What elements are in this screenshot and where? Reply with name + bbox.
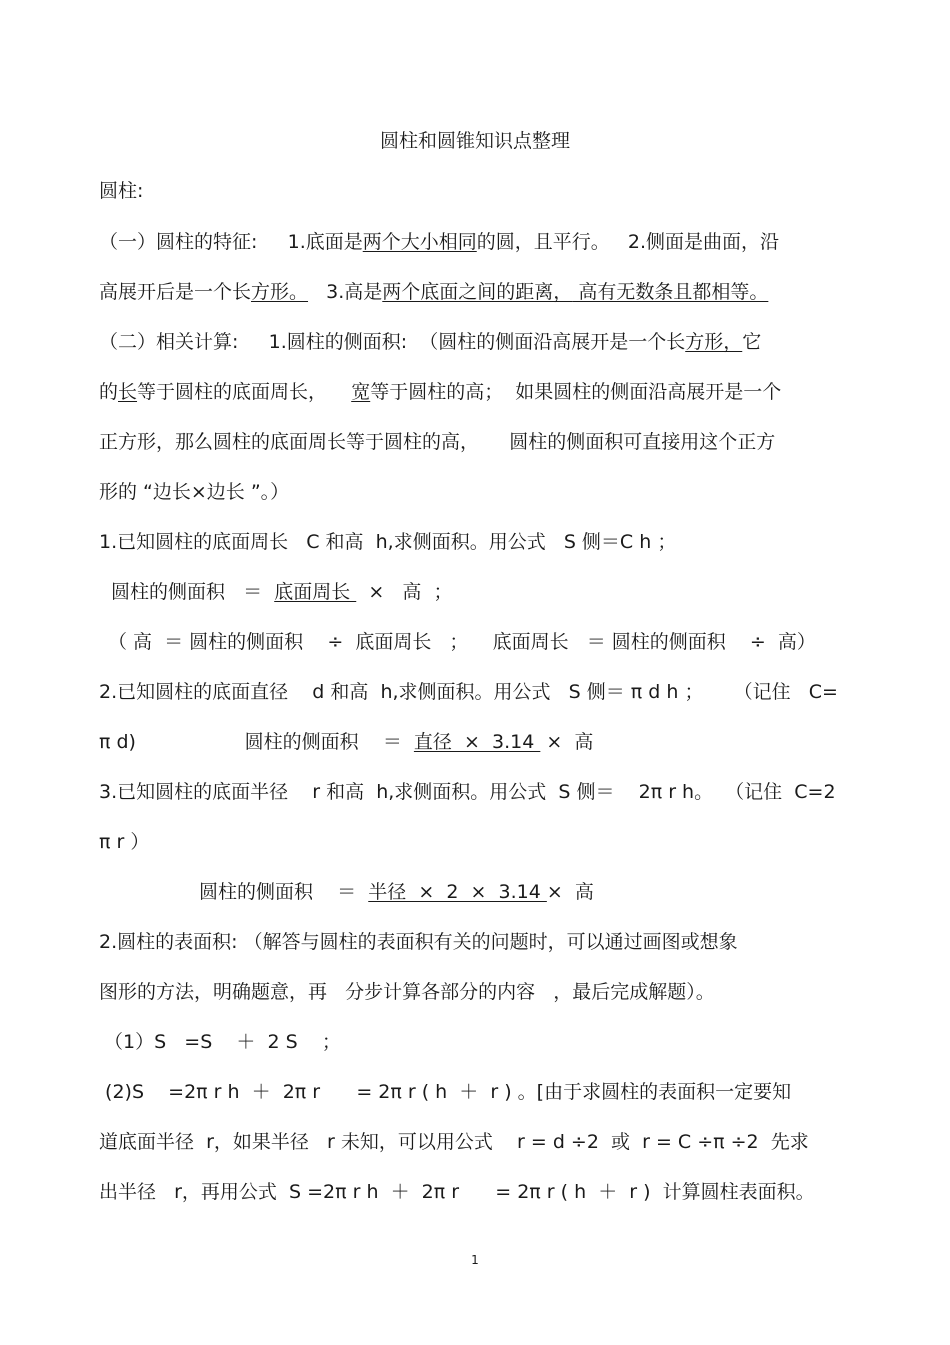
text-line: （一）圆柱的特征: 1.底面是两个大小相同的圆，且平行。 2.侧面是曲面，沿: [99, 231, 779, 253]
formula-line: （ 高 ＝ 圆柱的侧面积 ÷ 底面周长 ； 底面周长 ＝ 圆柱的侧面积 ÷ 高）: [108, 631, 816, 653]
text-line: 3.已知圆柱的底面半径 r 和高 h,求侧面积。用公式 S 侧＝ 2π r h。 （记住 C=2: [99, 781, 836, 803]
section-heading: 圆柱:: [99, 180, 144, 202]
text-line: 2.圆柱的表面积: （解答与圆柱的表面积有关的问题时，可以通过画图或想象: [99, 931, 738, 953]
text-line: 图形的方法，明确题意，再 分步计算各部分的内容 ，最后完成解题）。: [99, 981, 715, 1003]
page-title: 圆柱和圆锥知识点整理: [379, 130, 570, 152]
formula-line: 圆柱的侧面积 ＝ 底面周长 × 高 ；: [111, 581, 453, 603]
text-line: 正方形，那么圆柱的底面周长等于圆柱的高， 圆柱的侧面积可直接用这个正方: [99, 431, 776, 453]
formula-line: π d) 圆柱的侧面积 ＝ 直径 × 3.14 × 高: [99, 731, 594, 753]
text-line: 2.已知圆柱的底面直径 d 和高 h,求侧面积。用公式 S 侧＝ π d h ； （记住 C=: [99, 681, 838, 703]
text-line: 高展开后是一个长方形。 3.高是两个底面之间的距离， 高有无数条且都相等。: [99, 281, 769, 303]
text-line: 出半径 r，再用公式 S =2π r h ＋ 2π r = 2π r ( h ＋ r ) 计算圆柱表面积。: [99, 1181, 815, 1203]
formula-line: (2)S =2π r h ＋ 2π r = 2π r ( h ＋ r ) 。[由于求圆柱的表面积一定要知: [99, 1081, 792, 1103]
text-line: 道底面半径 r，如果半径 r 未知，可以用公式 r = d ÷2 或 r = C ÷π ÷2 先求: [99, 1131, 809, 1153]
formula-line: 圆柱的侧面积 ＝ 半径 × 2 × 3.14 × 高: [199, 881, 594, 903]
text-line: 的长等于圆柱的底面周长， 宽等于圆柱的高； 如果圆柱的侧面沿高展开是一个: [99, 381, 782, 403]
formula-line: （1）S =S ＋ 2 S ；: [104, 1031, 341, 1053]
text-line: 1.已知圆柱的底面周长 C 和高 h,求侧面积。用公式 S 侧＝C h ；: [99, 531, 677, 553]
page-number: 1: [471, 1253, 479, 1267]
text-line: 形的 “边长×边长 ”。）: [99, 481, 290, 503]
text-line: π r ）: [99, 831, 150, 853]
text-line: （二）相关计算: 1.圆柱的侧面积: （圆柱的侧面沿高展开是一个长方形，它: [99, 331, 762, 353]
